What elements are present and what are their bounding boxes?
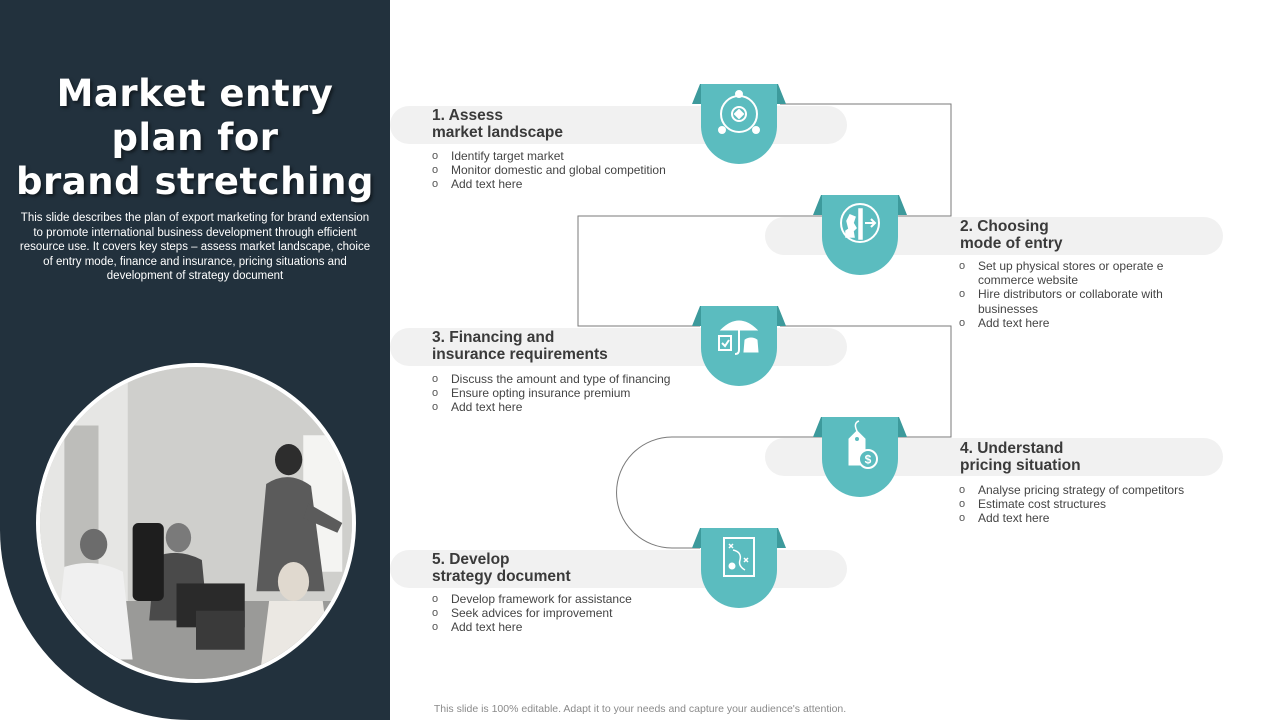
step-title-line: 2. Choosing bbox=[960, 218, 1049, 235]
list-item bbox=[959, 273, 1189, 287]
step-title-line: pricing situation bbox=[960, 457, 1081, 474]
list-item: o Add text here bbox=[432, 177, 666, 191]
step-5-title bbox=[432, 551, 692, 585]
step-title-line: 3. Financing and bbox=[432, 329, 555, 346]
step-1-bullets bbox=[432, 149, 666, 192]
step-5-badge bbox=[692, 528, 786, 608]
list-item: o Develop framework for assistance bbox=[432, 592, 632, 606]
list-item: o Identify target market bbox=[432, 149, 666, 163]
title-line: plan for bbox=[111, 116, 279, 159]
list-item: o Set up physical stores or operate e bbox=[959, 259, 1189, 273]
list-item: o Ensure opting insurance premium bbox=[432, 386, 670, 400]
step-title-line: 4. Understand bbox=[960, 440, 1064, 457]
list-item: o Add text here bbox=[432, 400, 670, 414]
step-title-line: 5. Develop bbox=[432, 551, 510, 568]
step-title-line: mode of entry bbox=[960, 235, 1063, 252]
slide-description: This slide describes the plan of export marketing for brand extension to promote international business development through efficient resource use. It covers key steps – assess market landscape, choice of entry mode, finance and insurance, pricing situations and development of strategy document bbox=[19, 212, 371, 282]
step-2-badge bbox=[813, 195, 907, 275]
list-item: o Estimate cost structures bbox=[959, 497, 1184, 511]
list-item-continuation: businesses bbox=[978, 301, 1039, 316]
step-3-badge bbox=[692, 306, 786, 386]
step-3-title bbox=[432, 329, 692, 363]
list-item: o Add text here bbox=[959, 316, 1189, 330]
step-4-badge bbox=[813, 417, 907, 497]
step-1-badge bbox=[692, 84, 786, 164]
step-title-line: market landscape bbox=[432, 124, 563, 141]
step-1-title bbox=[432, 107, 692, 141]
list-item-continuation: commerce website bbox=[978, 273, 1079, 288]
title-line: brand stretching bbox=[16, 160, 374, 203]
meeting-photo bbox=[36, 363, 356, 683]
step-5-bullets bbox=[432, 592, 632, 635]
list-item: o Add text here bbox=[959, 511, 1184, 525]
step-title-line: strategy document bbox=[432, 568, 571, 585]
step-3-bullets bbox=[432, 372, 670, 415]
step-2-bullets bbox=[959, 259, 1189, 330]
svg-text:$: $ bbox=[864, 452, 872, 467]
list-item: o Add text here bbox=[432, 620, 632, 634]
slide-title bbox=[0, 72, 390, 204]
footer-note: This slide is 100% editable. Adapt it to your needs and capture your audience's attention. bbox=[433, 703, 847, 715]
step-title-line: 1. Assess bbox=[432, 107, 503, 124]
title-line: Market entry bbox=[56, 72, 334, 115]
left-panel bbox=[0, 0, 390, 720]
step-4-bullets bbox=[959, 483, 1184, 526]
step-title-line: insurance requirements bbox=[432, 346, 608, 363]
step-4-title bbox=[960, 440, 1220, 474]
list-item bbox=[959, 302, 1189, 316]
step-2-title bbox=[960, 218, 1220, 252]
list-item: o Monitor domestic and global competition bbox=[432, 163, 666, 177]
list-item: o Analyse pricing strategy of competitors bbox=[959, 483, 1184, 497]
list-item: o Discuss the amount and type of financing bbox=[432, 372, 670, 386]
list-item: o Seek advices for improvement bbox=[432, 606, 632, 620]
list-item: o Hire distributors or collaborate with bbox=[959, 287, 1189, 301]
